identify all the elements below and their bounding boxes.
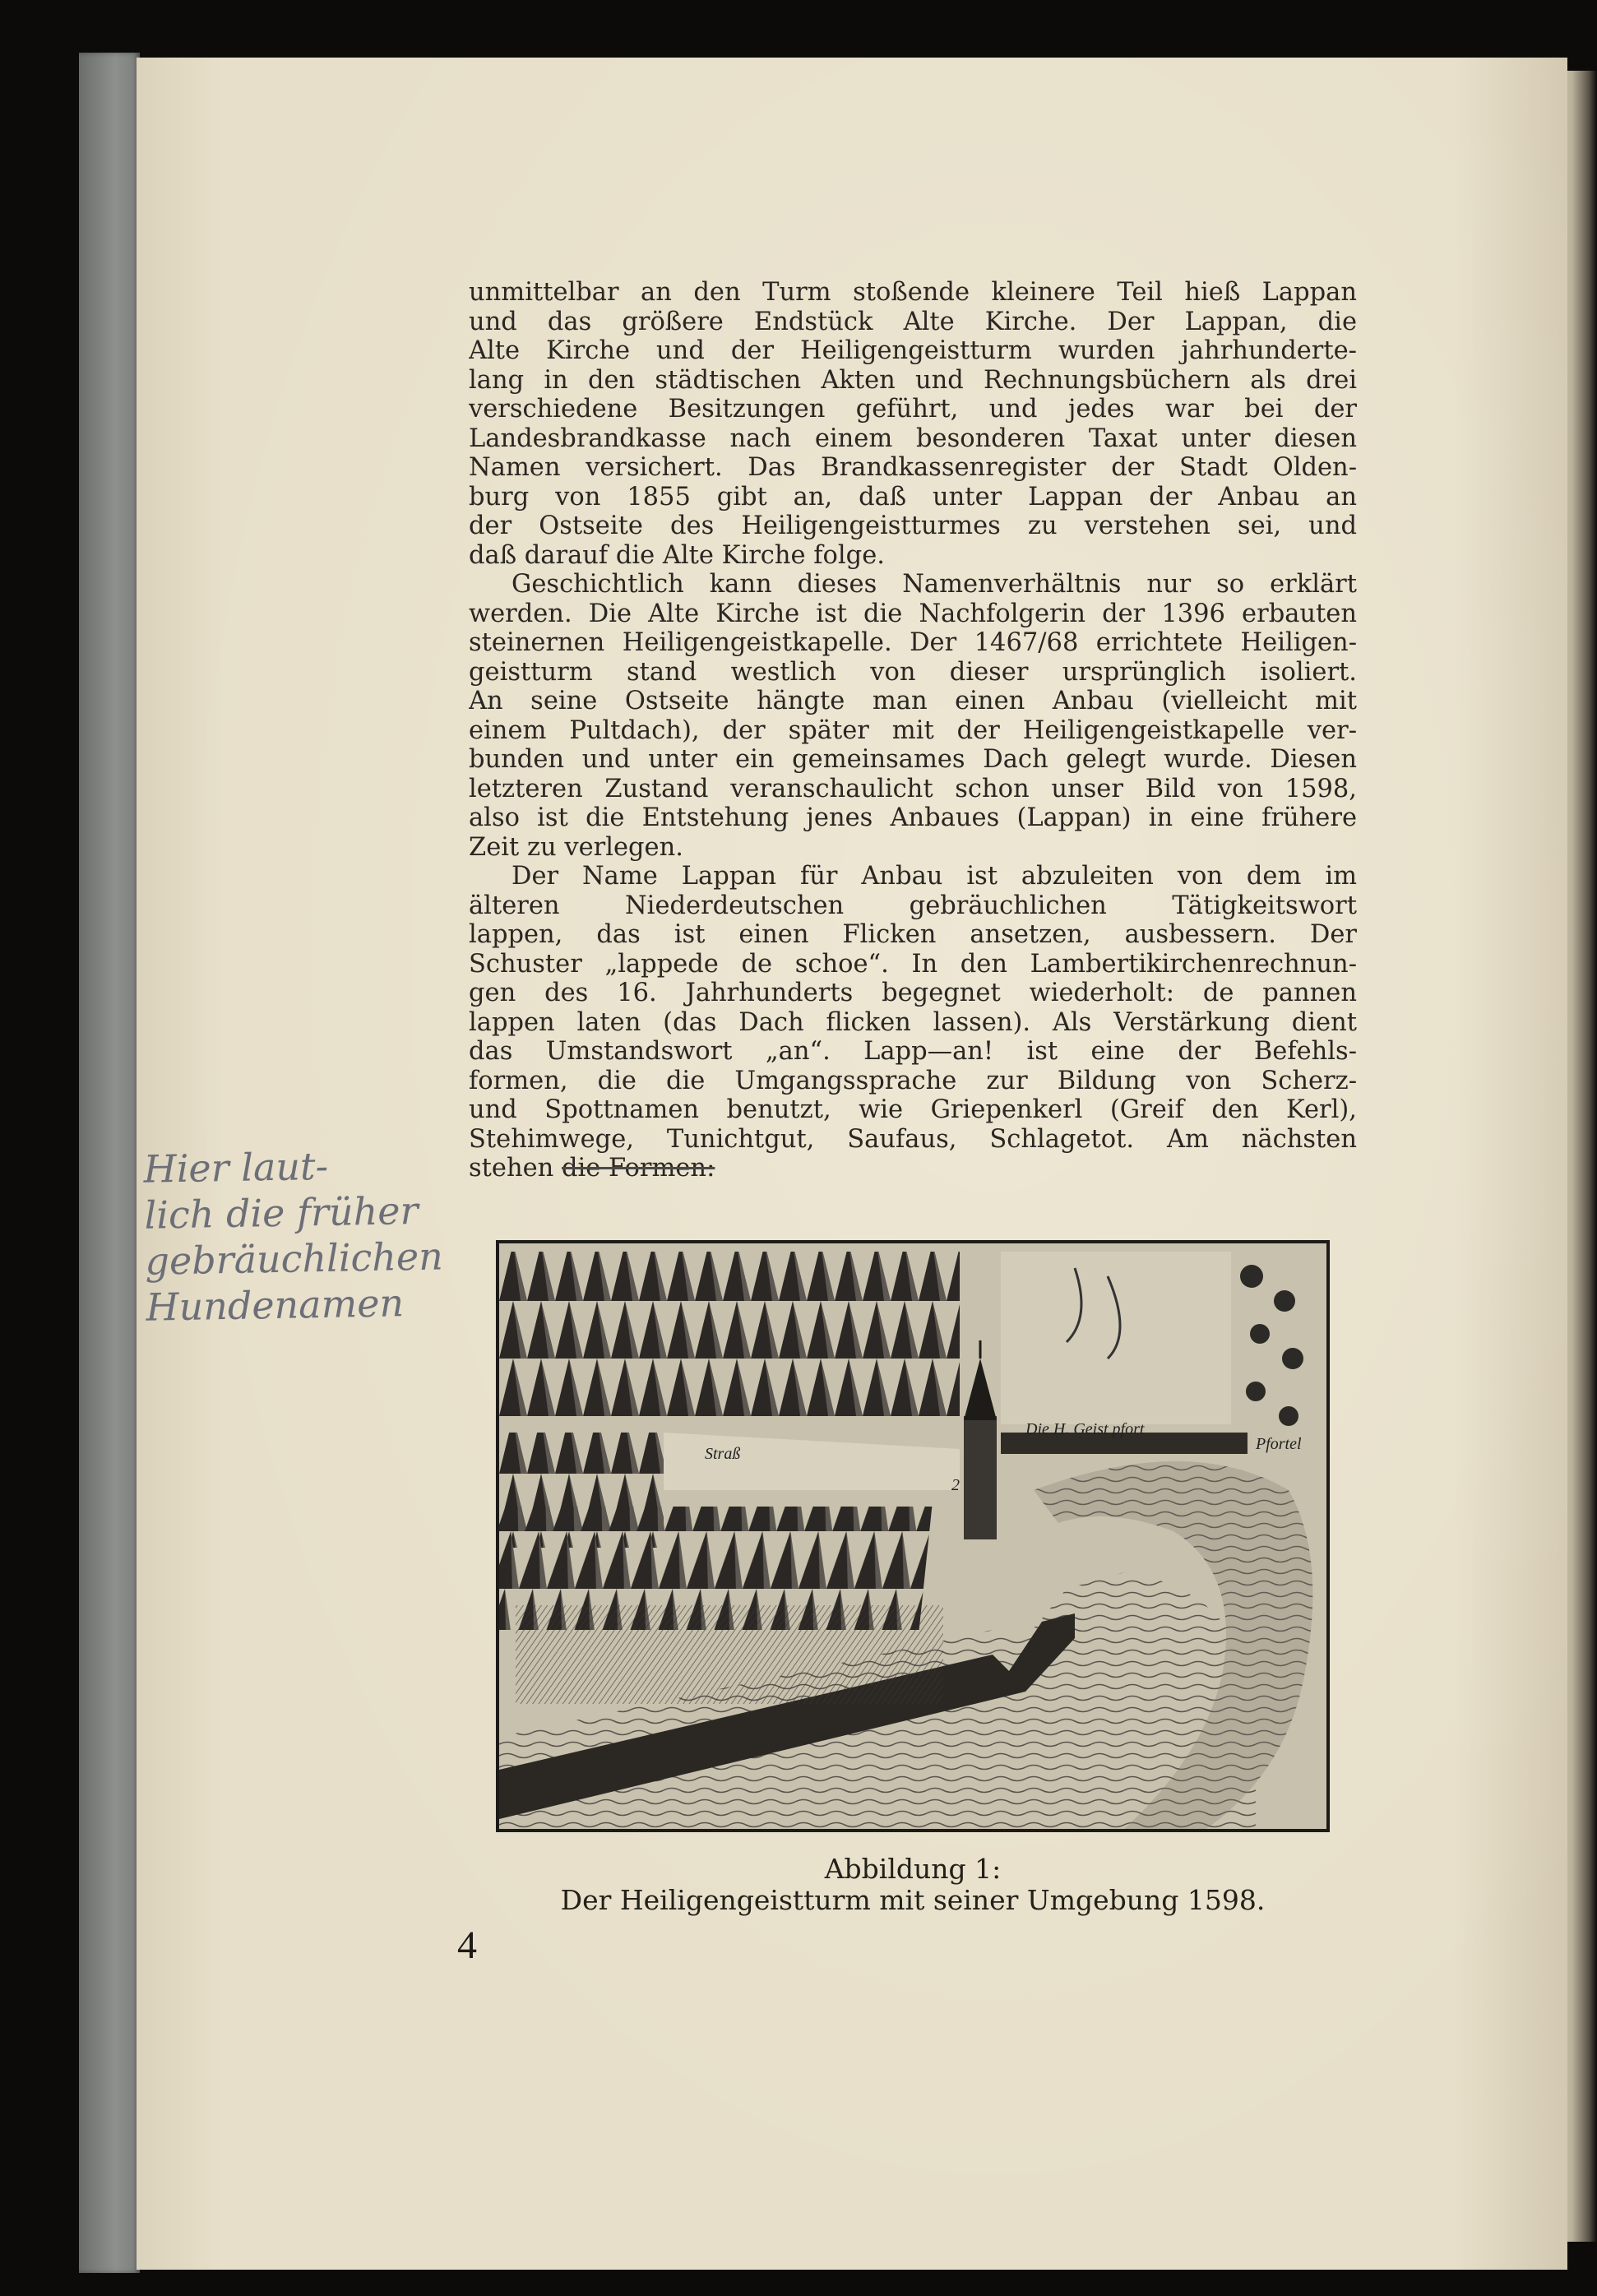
text-line: werden. Die Alte Kirche ist die Nachfolgerin der 1396 erbauten [469, 599, 1357, 628]
text-line: einem Pultdach), der später mit der Heiligengeistkapelle ver- [469, 715, 1357, 745]
label-street: Straß [705, 1445, 741, 1463]
text-line: verschiedene Besitzungen geführt, und jedes war bei der [469, 395, 1357, 424]
text-line: Zeit zu verlegen. [469, 832, 683, 862]
caption-text: Der Heiligengeistturm mit seiner Umgebung 1598. [560, 1884, 1266, 1916]
text-line: Schuster „lappede de schoe“. In den Lambertikirchenrechnun- [469, 949, 1357, 979]
text-line: der Ostseite des Heiligengeistturmes zu verstehen sei, und [469, 512, 1357, 540]
text-line: burg von 1855 gibt an, daß unter Lappan der Anbau an [469, 482, 1357, 512]
text-line: unmittelbar an den Turm stoßende kleinere Teil hieß Lappan [469, 278, 1357, 307]
historic-engraving-figure [496, 1240, 1330, 1832]
handwritten-pencil-note [143, 1140, 500, 1330]
label-number: 2 [951, 1476, 960, 1494]
text-line: und das größere Endstück Alte Kirche. Der Lappan, die [469, 307, 1357, 336]
handnote-line: Hier laut- [143, 1143, 329, 1192]
page-number: 4 [457, 1923, 477, 1967]
text-line: älteren Niederdeutschen gebräuchlichen Tätigkeitswort [469, 891, 1357, 920]
text-line: lang in den städtischen Akten und Rechnungsbüchern als drei [469, 365, 1357, 395]
text-fragment: stehen [469, 1154, 562, 1183]
caption-title: Abbildung 1: [824, 1853, 1002, 1885]
text-line: Landesbrandkasse nach einem besonderen Taxat unter diesen [469, 424, 1357, 453]
label-corner: Pfortel [1256, 1435, 1302, 1453]
text-line: das Umstandswort „an“. Lapp—an! ist eine der Befehls- [469, 1037, 1357, 1066]
text-line: lappen, das ist einen Flicken ansetzen, ausbessern. Der [469, 920, 1357, 949]
text-line: daß darauf die Alte Kirche folge. [469, 540, 885, 570]
figure-caption [469, 1854, 1357, 1916]
text-line: Geschichtlich kann dieses Namenverhältnis nur so erklärt [512, 570, 1357, 599]
text-line: letzteren Zustand veranschaulicht schon unser Bild von 1598, [469, 774, 1357, 803]
handnote-line: gebräuchlichen [145, 1234, 444, 1284]
text-line: Alte Kirche und der Heiligengeistturm wurden jahrhunderte- [469, 336, 1357, 365]
engraving-illustration [499, 1243, 1326, 1829]
text-line: formen, die die Umgangssprache zur Bildung von Scherz- [469, 1066, 1357, 1095]
text-line: bunden und unter ein gemeinsames Dach gelegt wurde. Diesen [469, 745, 1357, 774]
text-line: gen des 16. Jahrhunderts begegnet wiederholt: de pannen [469, 979, 1357, 1007]
body-text [469, 278, 1357, 1183]
handnote-line: Hundenamen [146, 1280, 405, 1330]
booklet-spine [79, 53, 140, 2273]
text-line: also ist die Entstehung jenes Anbaues (Lappan) in eine frühere [469, 803, 1357, 832]
text-line: Der Name Lappan für Anbau ist abzuleiten von dem im [512, 862, 1357, 891]
text-line-last [469, 1154, 1357, 1183]
text-line: steinernen Heiligengeistkapelle. Der 1467/68 errichtete Heiligen- [469, 628, 1357, 657]
text-line: Stehimwege, Tunichtgut, Saufaus, Schlagetot. Am nächsten [469, 1124, 1357, 1154]
struck-text: die Formen: [562, 1154, 715, 1183]
handnote-line: lich die früher [144, 1187, 419, 1238]
text-line: geistturm stand westlich von dieser ursprünglich isoliert. [469, 657, 1357, 687]
text-line: Namen versichert. Das Brandkassenregister der Stadt Olden- [469, 453, 1357, 482]
text-line: und Spottnamen benutzt, wie Griepenkerl (Greif den Kerl), [469, 1095, 1357, 1124]
label-gate: Die H. Geist pfort [1025, 1420, 1145, 1438]
text-line: An seine Ostseite hängte man einen Anbau (vielleicht mit [469, 687, 1357, 715]
text-line: lappen laten (das Dach flicken lassen). Als Verstärkung dient [469, 1007, 1357, 1037]
